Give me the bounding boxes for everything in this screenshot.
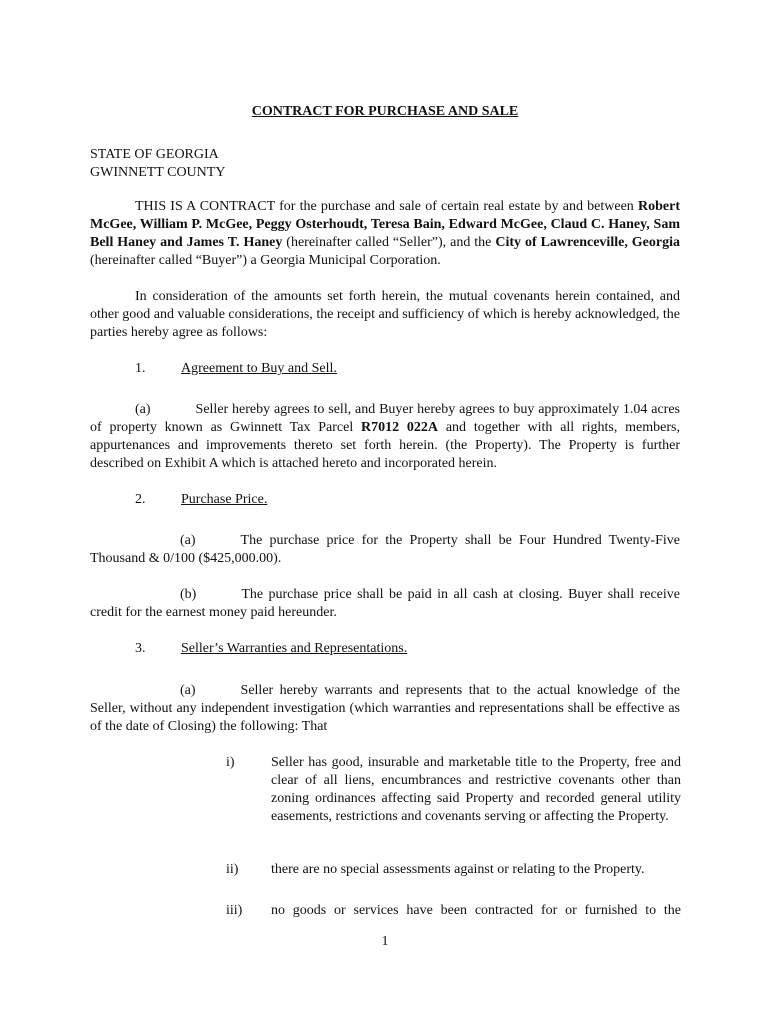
section-heading-text: Seller’s Warranties and Representations	[181, 641, 404, 656]
section-heading-text: Purchase Price	[181, 492, 264, 507]
section-heading	[181, 640, 407, 658]
section-paragraph	[90, 586, 680, 622]
intro-text-2: (hereinafter called “Seller”), and the	[282, 235, 496, 250]
section-paragraph	[90, 532, 680, 568]
section-heading-period: .	[263, 492, 268, 507]
section-paragraph	[90, 682, 680, 736]
page-number: 1	[381, 934, 389, 949]
intro-paragraph	[90, 198, 680, 270]
state-line: STATE OF GEORGIA	[90, 147, 219, 162]
tax-parcel-number: R7012 022A	[361, 420, 439, 435]
warranty-text: Seller has good, insurable and marketable title to the Property, free and clear of all liens, encumbrances and restrictive covenants other than zoning ordinances affecting said Property and recorded general utility easements, restrictions and covenants serving or affecting the Property.	[271, 755, 681, 824]
section-paragraph	[90, 401, 680, 473]
paragraph-text: Seller hereby agrees to sell, and Buyer hereby agrees to buy approximately 1.04 acres of property known as Gwinnett Tax Parcel	[90, 402, 680, 435]
paragraph-label: (a)	[135, 402, 151, 417]
warranty-number: iii)	[226, 903, 243, 918]
section-number: 2.	[135, 492, 146, 507]
warranty-number: i)	[226, 755, 235, 770]
paragraph-text-2: and together with all rights, members, appurtenances and improvements thereto set forth herein. (the Property). The Property is further described on Exhibit A which is attached hereto and incorporated herein.	[90, 420, 680, 471]
paragraph-text: The purchase price shall be paid in all cash at closing. Buyer shall receive credit for the earnest money paid hereunder.	[90, 587, 680, 620]
warranty-text: there are no special assessments against or relating to the Property.	[271, 862, 645, 877]
paragraph-label: (b)	[180, 587, 197, 602]
paragraph-label: (a)	[180, 683, 196, 698]
warranty-number: ii)	[226, 862, 239, 877]
section-number: 3.	[135, 641, 146, 656]
seller-parties: Robert McGee, William P. McGee, Peggy Osterhoudt, Teresa Bain, Edward McGee, Claud C. Haney, Sam Bell Haney and James T. Haney	[90, 199, 681, 250]
section-heading-period: .	[403, 641, 408, 656]
section-heading-text: Agreement to Buy and Sell	[181, 361, 334, 376]
section-heading	[181, 360, 337, 378]
section-heading-period: .	[333, 361, 337, 376]
paragraph-label: (a)	[180, 533, 196, 548]
section-heading	[181, 491, 267, 509]
document-title: CONTRACT FOR PURCHASE AND SALE	[251, 104, 519, 119]
section-number: 1.	[135, 361, 146, 376]
county-line: GWINNETT COUNTY	[90, 165, 226, 180]
consideration-paragraph	[90, 288, 680, 342]
paragraph-text: The purchase price for the Property shall be Four Hundred Twenty-Five Thousand & 0/100 ($425,000.00).	[90, 533, 680, 566]
venue-block	[90, 146, 680, 182]
paragraph-text: Seller hereby warrants and represents that to the actual knowledge of the Seller, without any independent investigation (which warranties and representations shall be effective as of the date of Closing) the following: That	[90, 683, 680, 734]
intro-text: THIS IS A CONTRACT for the purchase and sale of certain real estate by and between	[135, 199, 634, 214]
consideration-text: In consideration of the amounts set forth herein, the mutual covenants herein contained, and other good and valuable considerations, the receipt and sufficiency of which is hereby acknowledged, the parties hereby agree as follows:	[90, 289, 680, 340]
intro-text-3: (hereinafter called “Buyer”) a Georgia Municipal Corporation.	[90, 253, 441, 268]
buyer-name: City of Lawrenceville, Georgia	[495, 235, 680, 250]
warranty-text: no goods or services have been contracted for or furnished to the	[271, 903, 681, 918]
